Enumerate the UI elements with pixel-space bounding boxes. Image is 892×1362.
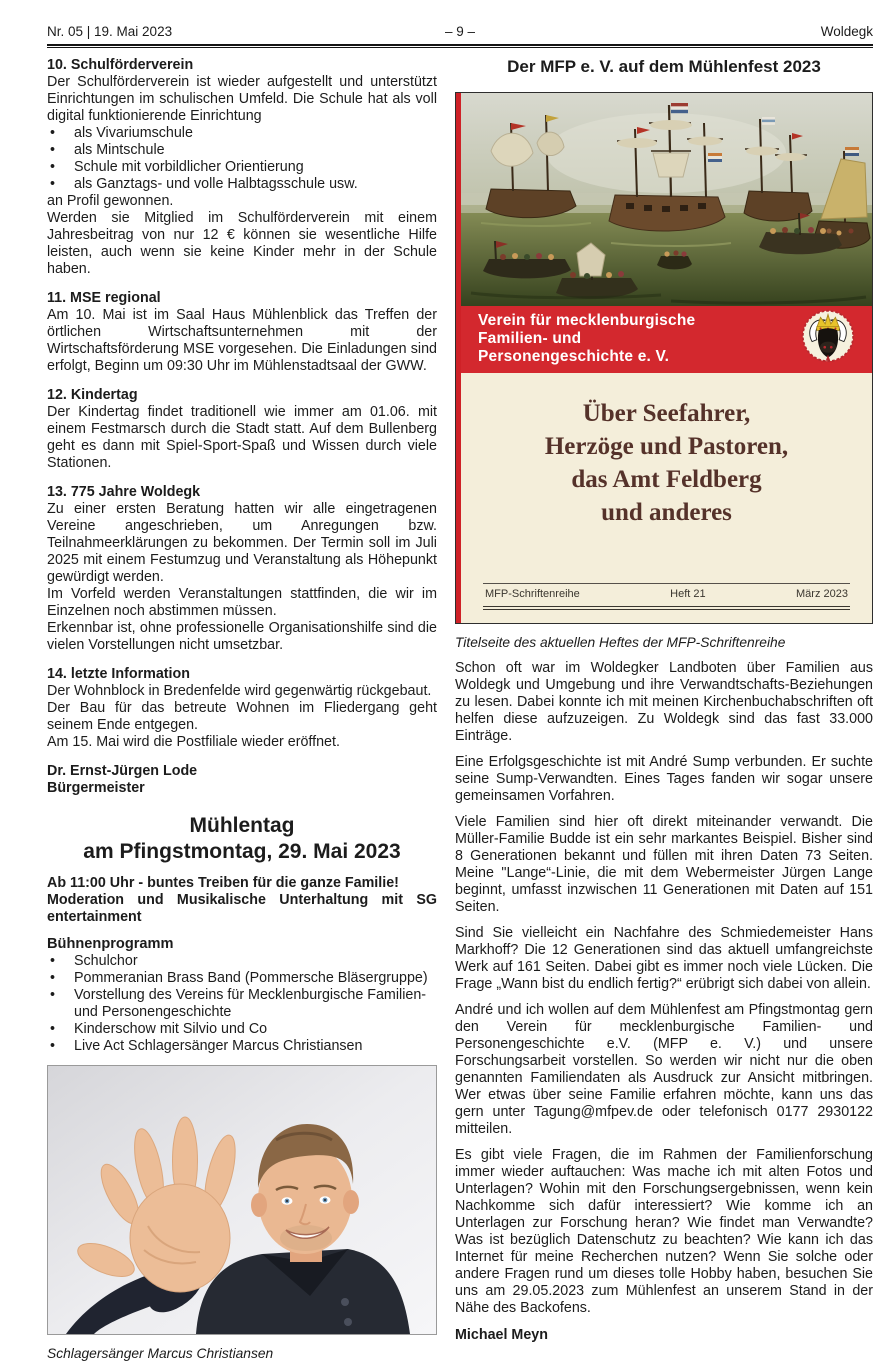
- singer-photo: [47, 1065, 437, 1335]
- cover-title-line4: und anderes: [601, 499, 732, 526]
- section-14-paragraph-3: Am 15. Mai wird die Postfiliale wieder eröffnet.: [47, 734, 340, 750]
- list-item: • Kinderschow mit Silvio und Co: [47, 1021, 437, 1038]
- section-12-body: Der Kindertag findet traditionell wie immer am 01.06. mit einem Festmarsch durch die Stadt statt. Auf dem Bullenberg geht es dann mit Spiel-Sport-Spaß und Wissen durch viele Stationen.: [47, 404, 437, 471]
- list-item: • Schule mit vorbildlicher Orientierung: [47, 159, 437, 176]
- section-14-paragraph-2: Der Bau für das betreute Wohnen im Fliedergang geht seinem Ende entgegen.: [47, 700, 437, 733]
- program-title: Bühnenprogramm: [47, 936, 174, 952]
- list-item: • als Ganztags- und volle Halbtagsschule usw.: [47, 176, 437, 193]
- left-column: [47, 57, 437, 1362]
- list-item: • Pommeranian Brass Band (Pommersche Bläsergruppe): [47, 970, 437, 987]
- cover-caption: Titelseite des aktuellen Heftes der MFP-Schriftenreihe: [455, 635, 786, 650]
- cover-band-line3: Personengeschichte e. V.: [478, 348, 670, 365]
- cover-title-area: [461, 373, 872, 623]
- cover-footer-series: MFP-Schriftenreihe: [485, 588, 580, 600]
- article-paragraph-3: Viele Familien sind hier oft direkt miteinander verwandt. Die Müller-Familie Budde ist ein sehr markantes Beispiel. Bisher sind 8 Generationen bekannt und füllen mit ihren Daten 73 Seiten. Meine "Lange“-Linie, die mit dem Webermeister Jürgen Lange beginnt, umfasst inzwischen 11 Generationen mit Daten auf 151 Seiten.: [455, 814, 873, 915]
- section-10-paragraph-3: Werden sie Mitglied im Schulförderverein mit einem Jahresbeitrag von nur 12 € können sie wesentliche Hilfe leisten, auch wenn sie keine Kinder mehr in der Schule haben.: [47, 210, 437, 277]
- cover-footer-issue: Heft 21: [670, 588, 706, 600]
- list-item: • Schulchor: [47, 953, 437, 970]
- section-10-bullet-list: [47, 125, 437, 193]
- article-paragraph-6: Es gibt viele Fragen, die im Rahmen der Familienforschung immer wieder auftauchen: Was mache ich mit alten Fotos und Unterlagen? Wohin mit den Forschungsergebnissen, wenn kein Nachkomme sich dafür interessiert? Wie komme ich an Unterlagen zur Forschung heran? Wie findet man Verwandte? Was ist bezüglich Datenschutz zu beachten? Wie kann ich das Internet für meine Recherchen nutzen? Wenn Sie solche oder andere Fragen rund um dieses tolle Hobby haben, besuchen Sie uns am 29.05.2023 zum Mühlenfest an unserem Stand in der Nähe des Backofens.: [455, 1147, 873, 1316]
- booklet-cover: [455, 92, 873, 624]
- section-10-title: 10. Schulförderverein: [47, 57, 194, 73]
- section-14-title: 14. letzte Information: [47, 666, 190, 682]
- list-item: • als Vivariumschule: [47, 125, 437, 142]
- event-heading-line1: Mühlentag: [189, 814, 295, 837]
- article-paragraph-2: Eine Erfolgsgeschichte ist mit André Sump verbunden. Er suchte seine Sump-Verwandten. Eines Tages fanden wir sogar unsere gemeinsamen Vorfahren.: [455, 754, 873, 804]
- section-11-body: Am 10. Mai ist im Saal Haus Mühlenblick das Treffen der örtlichen Wirtschaftsunternehmen mit der Wirtschaftsförderung MSE vorgesehen. Die Einladungen sind erfolgt, Beginn um 09:30 Uhr im Mühlenstadtsaal der GWW.: [47, 307, 437, 374]
- ship-painting-illustration: [461, 93, 872, 306]
- ship-painting: [461, 93, 872, 306]
- list-item: • Vorstellung des Vereins für Mecklenburgische Familien- und Personengeschichte: [47, 987, 437, 1021]
- section-10-paragraph-2: an Profil gewonnen.: [47, 193, 174, 209]
- article-byline: Michael Meyn: [455, 1327, 548, 1343]
- article-heading: Der MFP e. V. auf dem Mühlenfest 2023: [507, 57, 821, 76]
- masthead: [47, 24, 873, 40]
- list-item: • als Mintschule: [47, 142, 437, 159]
- cover-band: [461, 306, 872, 373]
- mecklenburg-bull-emblem-icon: [800, 308, 856, 364]
- article-paragraph-5: André und ich wollen auf dem Mühlenfest am Pfingstmontag gern den Verein für mecklenburgische Familien- und Personengeschichte e.V. (MFP e. V.) und unsere Forschungsarbeit vorstellen. So werden wir nicht nur die oben genannten Familiendaten als Ausdruck zur Ansicht mitbringen. Wer etwas über seine Familie erfahren möchte, kann uns das gern unter Tagung@mfpev.de oder telefonisch 0177 2930122 mitteilen.: [455, 1002, 873, 1137]
- cover-band-line1: Verein für mecklenburgische: [478, 312, 696, 329]
- masthead-page-number: – 9 –: [444, 24, 476, 39]
- event-heading-line2: am Pfingstmontag, 29. Mai 2023: [83, 840, 401, 863]
- cover-band-line2: Familien- und: [478, 330, 582, 347]
- signature-role: Bürgermeister: [47, 780, 145, 796]
- signature-block: [47, 763, 437, 797]
- article-paragraph-4: Sind Sie vielleicht ein Nachfahre des Schmiedemeister Hans Markhoff? Die 12 Generationen sind das aktuell umfangreichste Werk auf 161 Seiten. Dabei gibt es immer noch viele Lücken. Die Frage „Wann bist du endlich fertig?“ erübrigt sich dabei von allein.: [455, 925, 873, 992]
- section-10-paragraph-1: Der Schulförderverein ist wieder aufgestellt und unterstützt Einrichtungen im schulischen Umfeld. Die Schule hat als voll digital funktionierende Einrichtung: [47, 74, 437, 124]
- singer-photo-illustration: [48, 1066, 436, 1334]
- section-13-paragraph-2: Im Vorfeld werden Veranstaltungen stattfinden, die wir im Einzelnen noch abstimmen müssen.: [47, 586, 437, 619]
- singer-photo-caption: Schlagersänger Marcus Christiansen: [47, 1346, 274, 1361]
- event-lead-2: Moderation und Musikalische Unterhaltung mit SG entertainment: [47, 892, 437, 925]
- program-list: [47, 953, 437, 1055]
- cover-footer: [483, 583, 850, 610]
- section-12-title: 12. Kindertag: [47, 387, 138, 403]
- masthead-rule: [47, 44, 873, 48]
- article-paragraph-1: Schon oft war im Woldegker Landboten über Familien aus Woldegk und Umgebung und ihre Verwandtschafts-Beziehungen zu lesen. Dabei konnte ich mit meinen Kirchenbuchabschriften oft helfen diese aufzuzeigen. Zu Woldegk sind das fast 33.000 Einträge.: [455, 660, 873, 744]
- signature-name: Dr. Ernst-Jürgen Lode: [47, 763, 198, 779]
- event-lead-1: Ab 11:00 Uhr - buntes Treiben für die ganze Familie!: [47, 875, 399, 891]
- right-column: [455, 57, 873, 1362]
- cover-title-line2: Herzöge und Pastoren,: [544, 433, 789, 460]
- list-item: • Live Act Schlagersänger Marcus Christiansen: [47, 1038, 437, 1055]
- event-heading: [47, 813, 437, 865]
- masthead-issue: Nr. 05 | 19. Mai 2023: [47, 24, 173, 39]
- section-11-title: 11. MSE regional: [47, 290, 161, 306]
- masthead-brand: Woldegk: [820, 24, 873, 39]
- cover-footer-date: März 2023: [796, 588, 848, 600]
- section-13-paragraph-3: Erkennbar ist, ohne professionelle Organisationshilfe sind die vielen Vorstellungen nicht umsetzbar.: [47, 620, 437, 653]
- cover-title-line1: Über Seefahrer,: [582, 400, 751, 427]
- section-14-paragraph-1: Der Wohnblock in Bredenfelde wird gegenwärtig rückgebaut.: [47, 683, 432, 699]
- cover-title-line3: das Amt Feldberg: [571, 466, 762, 493]
- section-13-title: 13. 775 Jahre Woldegk: [47, 484, 201, 500]
- section-13-paragraph-1: Zu einer ersten Beratung hatten wir alle eingetragenen Vereine angeschrieben, um Anregungen bzw. Teilnahmeerklärungen zu bekommen. Der Termin soll im Juli 2025 mit einem Festumzug und Veranstaltung als Höhepunkt gewürdigt werden.: [47, 501, 437, 585]
